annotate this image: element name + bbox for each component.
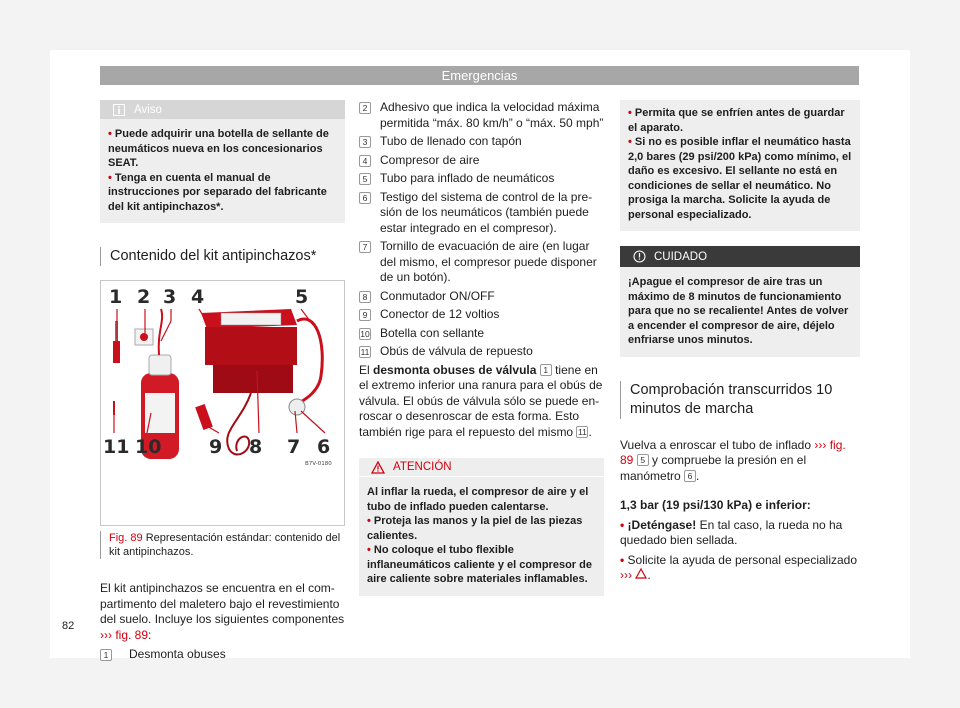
item-text: Conector de 12 voltios <box>380 307 500 321</box>
callout-1: 1 <box>109 286 123 308</box>
page-number: 82 <box>62 620 75 632</box>
aviso-item: • Tenga en cuenta el manual de instrucciones por separado del fabricante del kit antipinchazos*. <box>108 171 327 213</box>
warning-triangle-icon <box>635 568 647 579</box>
warning-ref-link[interactable]: ››› <box>620 568 647 582</box>
list-item <box>359 134 604 150</box>
section-title-check: Comprobación transcurridos 10 minutos de marcha <box>620 381 860 419</box>
caution-icon <box>632 250 646 264</box>
item-number: 10 <box>360 328 370 339</box>
check-paragraph: Vuelva a enroscar el tubo de inflado ››› fig. 89 5 y compruebe la presión en el manómetro 6 . <box>620 437 846 483</box>
valve-paragraph: El desmonta obuses de válvula 1 tiene en el extremo inferior una ranura para el obús de válvula. El obús de válvula sólo se puede enroscar o desenroscar de esta forma. Esto también rige para el repuesto del mismo 11 . <box>359 362 603 439</box>
atencion-item: • Permita que se enfríen antes de guardar el aparato. <box>628 107 845 134</box>
info-icon <box>112 103 126 117</box>
item-number: 9 <box>359 309 371 321</box>
atencion-item: • Si no es posible inflar el neumático hasta 2,0 bares (29 psi/200 kPa) como mínimo, el daño es excesivo. El sellante no está en condiciones de sellar el neumático. No prosiga la marcha. Solicite la ayuda de personal especializado. <box>628 136 852 221</box>
figure-code: B7V-0180 <box>305 461 332 467</box>
item-number: 1 <box>100 649 112 661</box>
item-number: 4 <box>359 155 371 167</box>
atencion-cont-box <box>620 100 860 231</box>
atencion-box <box>359 458 604 596</box>
atencion-title: ATENCIÓN <box>393 461 452 473</box>
kit-illustration <box>101 281 344 525</box>
callout-5: 5 <box>295 286 309 308</box>
check-bullet: • ¡Deténgase! En tal caso, la rueda no ha quedado bien sellada. <box>620 517 843 547</box>
cuidado-title: CUIDADO <box>654 250 708 263</box>
aviso-title: Aviso <box>134 103 162 116</box>
list-item <box>359 326 604 342</box>
list-item <box>359 344 604 360</box>
callout-7: 7 <box>287 436 301 458</box>
warning-triangle-icon <box>371 460 385 474</box>
check-bullet: • Solicite la ayuda de personal especializado ››› . <box>620 552 858 582</box>
check-condition: 1,3 bar (19 psi/130 kPa) e inferior: <box>620 498 811 512</box>
item-number: 8 <box>359 291 371 303</box>
item-text: Testigo del sistema de control de la presión de los neumáticos (también puede estar integrado en el compresor). <box>380 189 593 235</box>
item-number: 2 <box>359 102 371 114</box>
item-text: Tubo de llenado con tapón <box>380 134 522 148</box>
aviso-box <box>100 100 345 223</box>
chapter-header: Emergencias <box>100 66 859 85</box>
fig-ref-link[interactable]: ››› fig. 89 <box>620 437 846 467</box>
item-number: 5 <box>359 173 371 185</box>
list-item <box>100 647 345 663</box>
aviso-header <box>100 100 345 119</box>
atencion-item: • No coloque el tubo flexible inflaneumáticos caliente y el compresor de aire caliente sobre materiales inflamables. <box>367 544 592 585</box>
section-title-kit: Contenido del kit antipinchazos* <box>100 247 345 266</box>
callout-8: 8 <box>249 436 263 458</box>
list-item <box>359 153 604 169</box>
column-3 <box>620 100 860 584</box>
kit-figure <box>100 280 345 526</box>
item-number: 7 <box>359 241 371 253</box>
figure-caption: Fig. 89 Representación estándar: contenido del kit antipinchazos. <box>100 531 345 559</box>
item-number: 11 <box>360 347 370 357</box>
atencion-header <box>359 458 604 477</box>
item-text: Tornillo de evacuación de aire (en lugar del mismo, el compresor puede disponer de un botón). <box>380 239 597 284</box>
item-text: Adhesivo que indica la velocidad máxima permitida “máx. 80 km/h” o “máx. 50 mph” <box>380 100 604 130</box>
item-number: 6 <box>359 192 371 204</box>
list-item <box>359 289 604 305</box>
item-text: Tubo para inflado de neumáticos <box>380 171 555 185</box>
atencion-intro: Al inflar la rueda, el compresor de aire y el tubo de inflado pueden calentarse. <box>367 486 589 513</box>
list-item <box>359 100 604 131</box>
item-number: 3 <box>359 136 371 148</box>
callout-3: 3 <box>163 286 177 308</box>
callout-2: 2 <box>137 286 151 308</box>
item-text: Conmutador ON/OFF <box>380 288 495 303</box>
item-text: Obús de válvula de repuesto <box>380 344 533 358</box>
item-text: Desmonta obuses <box>129 647 226 661</box>
list-item <box>359 171 604 187</box>
callout-6: 6 <box>317 436 331 458</box>
item-text: Compresor de aire <box>380 152 480 167</box>
column-1 <box>100 100 345 666</box>
aviso-item: • Puede adquirir una botella de sellante de neumáticos nueva en los concesionarios SEAT. <box>108 128 329 169</box>
item-text: Botella con sellante <box>380 325 485 340</box>
fig-ref-link[interactable]: ››› fig. 89 <box>100 627 149 642</box>
intro-paragraph: El kit antipinchazos se encuentra en el compartimento del maletero bajo el revestimiento del suelo. Incluye los siguientes componentes ››› fig. 89: <box>100 581 345 642</box>
callout-9: 9 <box>209 436 223 458</box>
list-item <box>359 307 604 323</box>
column-2 <box>359 100 604 596</box>
callout-11: 11 <box>103 436 130 458</box>
atencion-item: • Proteja las manos y la piel de las piezas calientes. <box>367 515 583 542</box>
callout-4: 4 <box>191 286 205 308</box>
callout-10: 10 <box>135 436 162 458</box>
list-item <box>359 190 604 237</box>
list-item <box>359 239 604 286</box>
cuidado-header <box>620 246 860 267</box>
cuidado-box <box>620 246 860 357</box>
cuidado-text: ¡Apague el compresor de aire tras un máximo de 8 minutos de funcionamiento para que no se recaliente! Antes de volver a encender el compresor de aire, déjelo enfriarse unos minutos. <box>628 276 849 346</box>
